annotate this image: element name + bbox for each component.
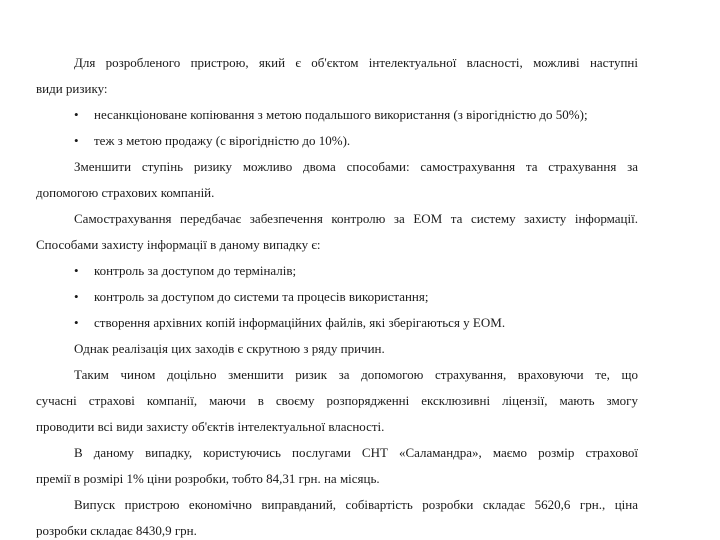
list-item-text: контроль за доступом до системи та процесів використання;: [94, 289, 429, 304]
list-item-text: теж з метою продажу (с вірогідністю до 10%).: [94, 133, 351, 148]
paragraph-line: допомогою страхових компаній.: [36, 185, 215, 200]
paragraph-line: Таким чином доцільно зменшити ризик за допомогою страхування, враховуючи те, що: [74, 367, 638, 382]
bullet-icon: •: [74, 289, 79, 304]
list-item-text: несанкціоноване копіювання з метою подальшого використання (з вірогідністю до 50%);: [94, 107, 588, 122]
paragraph-line: Для розробленого пристрою, який є об'єктом інтелектуальної власності, можливі наступні: [74, 55, 638, 70]
paragraph-line: премії в розмірі 1% ціни розробки, тобто 84,31 грн. на місяць.: [36, 471, 380, 486]
paragraph-line: Способами захисту інформації в даному випадку є:: [36, 237, 321, 252]
paragraph-line: Самострахування передбачає забезпечення контролю за ЕОМ та систему захисту інформації.: [74, 211, 638, 226]
list-item-text: контроль за доступом до терміналів;: [94, 263, 297, 278]
bullet-icon: •: [74, 263, 79, 278]
paragraph-line: Випуск пристрою економічно виправданий, собівартість розробки складає 5620,6 грн., ціна: [74, 497, 638, 512]
paragraph-line: В даному випадку, користуючись послугами СНТ «Саламандра», маємо розмір страхової: [74, 445, 638, 460]
list-item-text: створення архівних копій інформаційних файлів, які зберігаються у ЕОМ.: [94, 315, 506, 330]
paragraph-line: проводити всі види захисту об'єктів інтелектуальної власності.: [36, 419, 385, 434]
bullet-icon: •: [74, 133, 79, 148]
paragraph-line: види ризику:: [36, 81, 108, 96]
bullet-icon: •: [74, 107, 79, 122]
paragraph-line: Однак реалізація цих заходів є скрутною з ряду причин.: [74, 341, 385, 356]
paragraph-line: Зменшити ступінь ризику можливо двома способами: самострахування та страхування за: [74, 159, 638, 174]
bullet-icon: •: [74, 315, 79, 330]
paragraph-line: сучасні страхові компанії, маючи в своєму розпорядженні ексклюзивні ліцензії, мають змогу: [36, 393, 638, 408]
paragraph-line: розробки складає 8430,9 грн.: [36, 523, 197, 538]
